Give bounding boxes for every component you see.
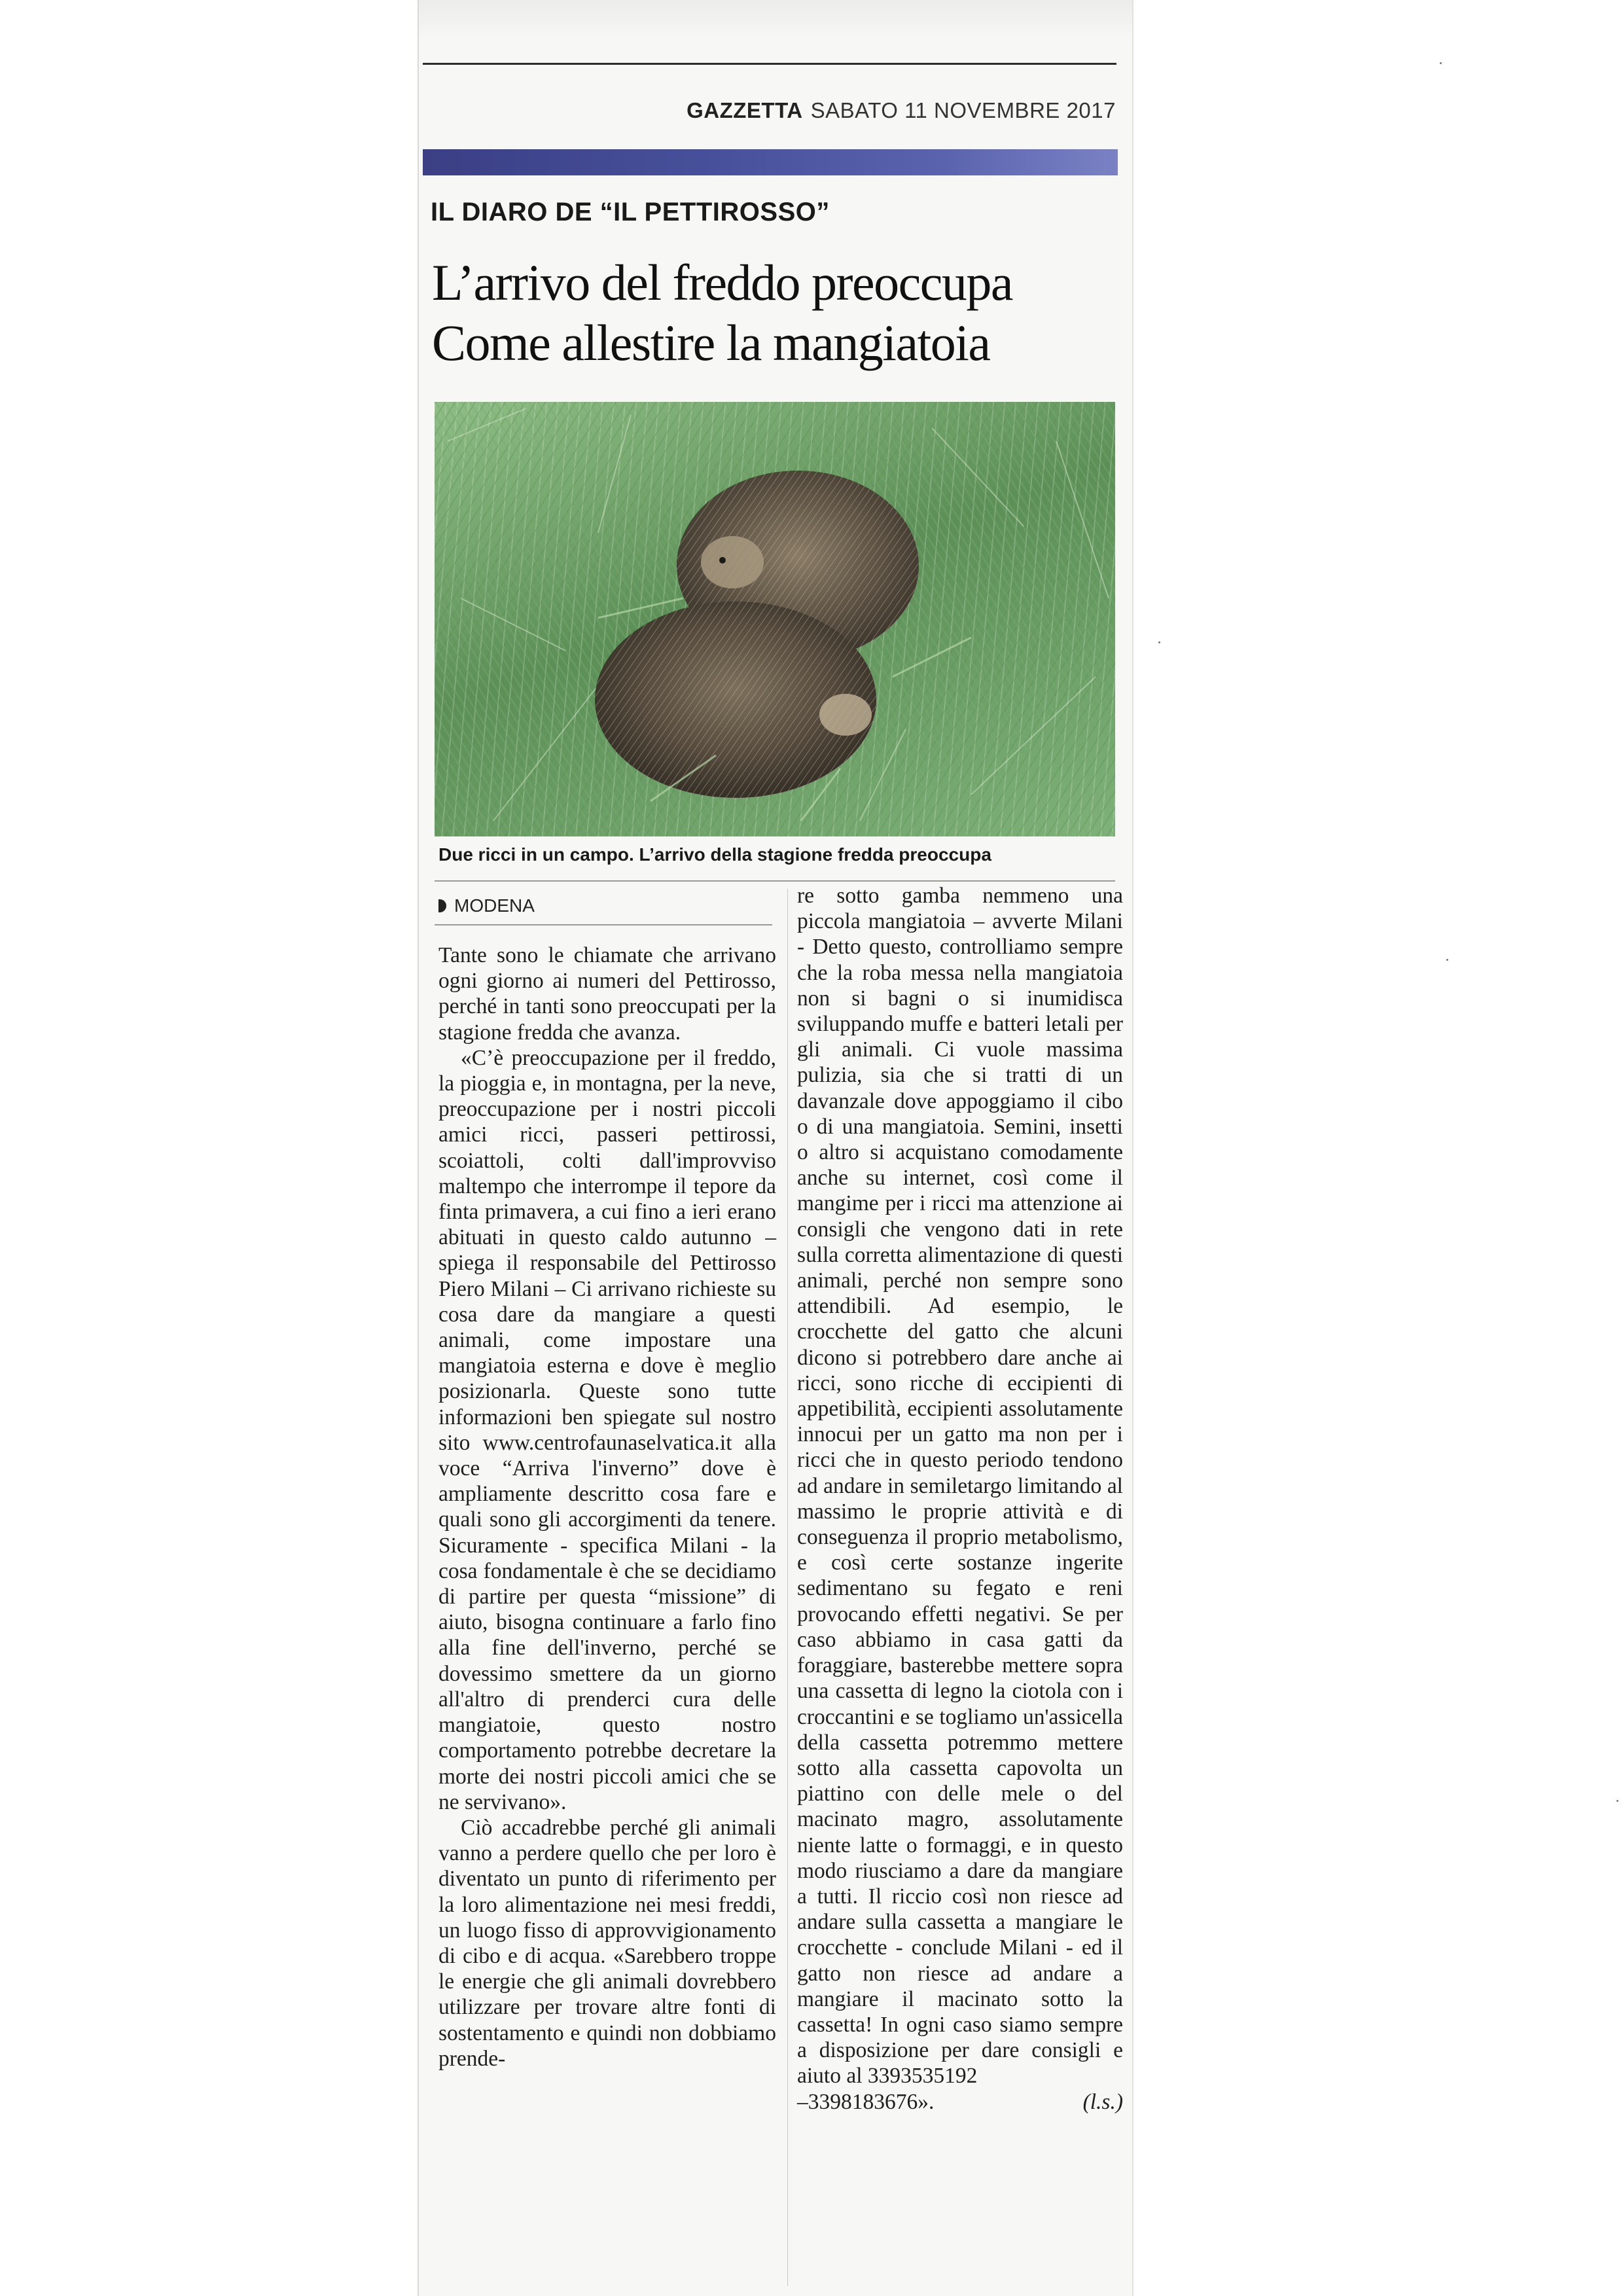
masthead — [419, 98, 1116, 123]
speck — [1440, 62, 1442, 64]
speck — [1158, 641, 1160, 643]
paragraph: Tante sono le chiamate che arrivano ogni giorno ai numeri del Pettirosso, perché in tanti sono preoccupati per la stagione fredda che avanza. — [438, 943, 776, 1045]
headline-line-2: Come allestire la mangiatoia — [432, 314, 990, 371]
dateline-marker-icon — [438, 899, 446, 912]
article-column-1 — [438, 942, 776, 2072]
hedgehogs-photo — [435, 402, 1115, 836]
column-divider — [787, 889, 788, 2286]
speck — [1616, 1800, 1618, 1802]
headline-line-1: L’arrivo del freddo preoccupa — [432, 254, 1013, 311]
newspaper-name: GAZZETTA — [687, 98, 803, 122]
article-kicker: IL DIARO DE “IL PETTIROSSO” — [431, 198, 830, 226]
speck — [1446, 959, 1448, 961]
issue-date: SABATO 11 NOVEMBRE 2017 — [810, 98, 1116, 122]
paragraph: re sotto gamba nemmeno una piccola mangiatoia – avverte Milani - Detto questo, controlliamo sempre che la roba messa nella mangiatoia non si bagni o si inumidisca sviluppando muffe e batteri letali per gli animali. Ci vuole massima pulizia, sia che si tratti di un davanzale dove appoggiamo il cibo o di una mangiatoia. Semini, insetti o altro si acquistano comodamente anche su internet, così come il mangime per i ricci ma attenzione ai consigli che vengono dati in rete sulla corretta alimentazione di questi animali, perché non sempre sono attendibili. Ad esempio, le crocchette del gatto che alcuni dicono si potrebbero dare anche ai ricci, sono ricche di eccipienti di appetibilità, eccipienti assolutamente innocui per un gatto ma non per i ricci che in questo periodo tendono ad andare in semiletargo limitando al massimo le proprie attività e di conseguenza il proprio metabolismo, e così certe sostanze ingerite sedimentano su fegato e reni provocando effetti negativi. Se per caso abbiamo in casa gatti da foraggiare, basterebbe mettere sopra una cassetta di legno la ciotola con i croccantini e se togliamo un'assicella della cassetta potremmo mettere sotto alla cassetta capovolta un piattino con delle mele o del macinato magro, assolutamente niente latte o formaggi, e in questo modo riusciamo a dare da mangiare a tutti. Il riccio così non riesce ad andare sulla cassetta a mangiare le crocchette - conclude Milani - ed il gatto non riesce ad andare a mangiare il macinato sotto la cassetta! In ogni caso siamo sempre a disposizione per dare consigli e aiuto al 3393535192 — [797, 884, 1123, 2089]
closing-phone: –3398183676». — [797, 2089, 935, 2114]
section-color-bar — [423, 149, 1118, 175]
paragraph: Ciò accadrebbe perché gli animali vanno a perdere quello che per loro è diventato un punto di riferimento per la loro alimentazione nei mesi freddi, un luogo fisso di approvvigionamento di cibo e di acqua. «Sarebbero troppe le energie che gli animali dovrebbero utilizzare per trovare altre fonti di sostentamento e quindi non dobbiamo prende- — [438, 1815, 776, 2071]
newspaper-clipping — [418, 0, 1133, 2296]
article-headline — [432, 253, 1113, 373]
clipping-top-edge — [419, 0, 1132, 39]
paragraph: «C’è preoccupazione per il freddo, la pioggia e, in montagna, per la neve, preoccupazione per i nostri piccoli amici ricci, passeri pettirossi, scoiattoli, colti dall'improvviso maltempo che interrompe il tepore da finta primavera, a cui fino a ieri erano abituati in questo caldo autunno – spiega il responsabile del Pettirosso Piero Milani – Ci arrivano richieste su cosa dare da mangiare a questi animali, come impostare una mangiatoia esterna e dove è meglio posizionarla. Queste sono tutte informazioni ben spiegate sul nostro sito www.centrofaunaselvatica.it alla voce “Arriva l'inverno” dove è ampliamente descritto cosa fare e quali sono gli accorgimenti da tenere. Sicuramente - specifica Milani - la cosa fondamentale è che se decidiamo di partire per questa “missione” di aiuto, bisogna continuare a farlo fino alla fine dell'inverno, perché se dovessimo smettere da un giorno all'altro di prenderci cura delle mangiatoie, questo nostro comportamento potrebbe decretare la morte dei nostri piccoli amici che se ne servivano». — [438, 1045, 776, 1814]
hedgehogs-illustration — [435, 402, 1115, 836]
author-signature: (l.s.) — [1082, 2089, 1123, 2114]
dateline — [438, 895, 535, 916]
top-rule — [423, 63, 1116, 65]
closing-line — [797, 2089, 1123, 2115]
caption-rule — [435, 880, 1115, 882]
dateline-rule — [435, 924, 772, 925]
article-column-2 — [797, 883, 1123, 2115]
dateline-city: MODENA — [454, 895, 535, 916]
photo-caption: Due ricci in un campo. L’arrivo della stagione fredda preoccupa — [438, 844, 991, 865]
